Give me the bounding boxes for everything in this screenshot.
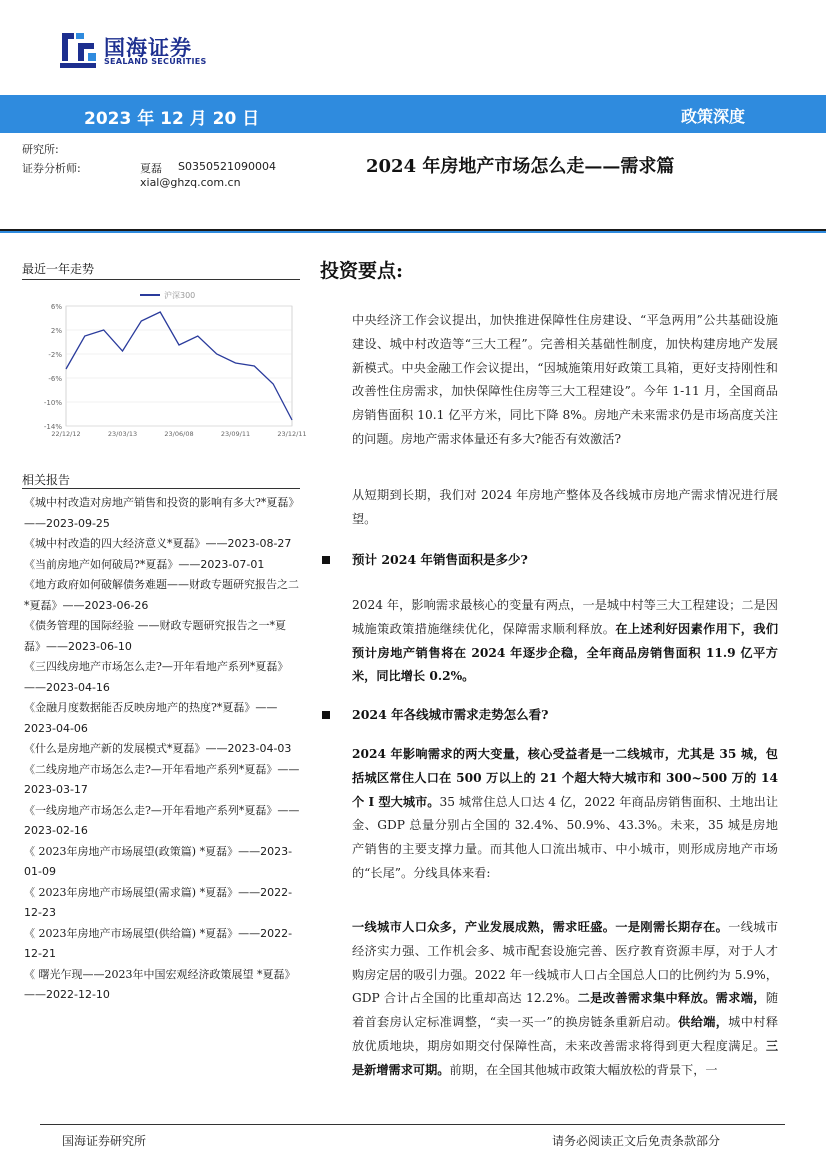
list-item[interactable]: 《 2023年房地产市场展望(需求篇) *夏磊》——2022-12-23 [24, 885, 293, 919]
x-tick-label: 23/09/11 [220, 430, 251, 438]
list-item[interactable]: 《什么是房地产新的发展模式*夏磊》——2023-04-03 [24, 742, 292, 755]
list-item[interactable]: 《城中村改造的四大经济意义*夏磊》——2023-08-27 [24, 537, 292, 550]
x-tick-label: 23/06/08 [164, 430, 194, 438]
analyst-email[interactable]: xial@ghzq.com.cn [140, 176, 241, 189]
question-sales-area: 预计 2024 年销售面积是多少? [352, 552, 528, 567]
key-points-paragraph-3: 2024 年，影响需求最核心的变量有两点，一是城中村等三大工程建设；二是因城施策政策措施继续优化，保障需求顺利释放。在上述利好因素作用下，我们预计房地产销售将在 2024 年逐步企稳，全年商品房销售面积 11.9 亿平方米，同比增长 0.2%。 [352, 598, 779, 684]
trend-chart [22, 284, 307, 444]
footer-institute: 国海证券研究所 [62, 1134, 147, 1148]
list-item[interactable]: 《地方政府如何破解债务难题——财政专题研究报告之二*夏磊》——2023-06-26 [24, 578, 299, 612]
key-points-paragraph-4: 2024 年影响需求的两大变量，核心受益者是一二线城市，尤其是 35 城，包括城区常住人口在 500 万以上的 21 个超大特大城市和 300~500 万的 14 个 I 型大城市。35 城常住总人口达 4 亿，2022 年商品房销售面积、土地出让金、GDP 总量分别占全国的 32.4%、50.9%、43.3%。未来，35 城是房地产销售的主要支撑力量。而其他人口流出城市、中小城市，则形成房地产市场的“长尾”。分线具体来看: [352, 747, 779, 880]
bullet-square-icon [322, 556, 330, 564]
list-item[interactable]: 《三四线房地产市场怎么走?—开年看地产系列*夏磊》——2023-04-16 [24, 660, 289, 694]
related-report-list [24, 493, 300, 1006]
institute-label: 研究所: [22, 143, 59, 156]
chart-plot-frame [66, 306, 292, 426]
key-points-paragraph-5: 一线城市人口众多，产业发展成熟，需求旺盛。一是刚需长期存在。一线城市经济实力强、工作机会多、城市配套设施完善、医疗教育资源丰厚，对于人才购房定居的吸引力强。2022 年一线城市人口占全国总人口的比例约为 5.9%，GDP 合计占全国的比重却高达 12.2%。二是改善需求集中释放。需求端，随着首套房认定标准调整，“卖一买一”的换房链条重新启动。供给端，城中村释放优质地块，期房如期交付保障性高，未来改善需求将得到更大程度满足。三是新增需求可期。前期，在全国其他城市政策大幅放松的背景下，一 [352, 920, 779, 1077]
related-section-label: 相关报告 [22, 473, 71, 487]
list-item[interactable]: 《城中村改造对房地产销售和投资的影响有多大?*夏磊》——2023-09-25 [24, 496, 300, 530]
report-category: 政策深度 [681, 107, 746, 126]
list-item[interactable]: 《 2023年房地产市场展望(供给篇) *夏磊》——2022-12-21 [24, 926, 293, 960]
report-title: 2024 年房地产市场怎么走——需求篇 [366, 156, 675, 177]
list-item[interactable]: 《 2023年房地产市场展望(政策篇) *夏磊》——2023-01-09 [24, 844, 293, 878]
bullet-square-icon [322, 711, 330, 719]
trend-section-rule [22, 279, 300, 280]
key-points-paragraph-1: 中央经济工作会议提出，加快推进保障性住房建设、“平急两用”公共基础设施建设、城中村改造等“三大工程”。完善相关基础性制度，加快构建房地产发展新模式。中央金融工作会议提出，“因城施策用好政策工具箱，更好支持刚性和改善性住房需求，加快保障性住房等三大工程建设”。今年 1-11 月，全国商品房销售面积 10.1 亿平方米，同比下降 8%。房地产未来需求仍是市场高度关注的问题。房地产需求体量还有多大?能否有效激活? [352, 313, 778, 446]
report-date: 2023 年 12 月 20 日 [84, 109, 260, 129]
x-tick-label: 23/12/11 [277, 430, 307, 438]
analyst-label: 证券分析师: [22, 162, 81, 175]
analyst-name: 夏磊 [140, 162, 162, 175]
x-tick-label: 23/03/13 [107, 430, 138, 438]
y-tick-label: 2% [50, 327, 62, 335]
list-item[interactable]: 《 曙光乍现——2023年中国宏观经济政策展望 *夏磊》——2022-12-10 [24, 967, 296, 1001]
trend-section-label: 最近一年走势 [22, 262, 95, 276]
y-tick-label: 6% [50, 303, 62, 311]
question-city-tiers: 2024 年各线城市需求走势怎么看? [352, 707, 549, 722]
series-line-hs300 [66, 312, 292, 420]
sealand-logo-icon [58, 31, 98, 69]
analyst-license-id: S0350521090004 [178, 160, 276, 173]
x-tick-label: 22/12/12 [51, 430, 81, 438]
header-divider-accent [0, 231, 826, 233]
list-item[interactable]: 《一线房地产市场怎么走?—开年看地产系列*夏磊》——2023-02-16 [24, 803, 300, 837]
related-section-rule [22, 488, 300, 489]
logo-english-name: SEALAND SECURITIES [104, 57, 207, 66]
y-tick-label: -14% [43, 423, 62, 431]
legend-label: 沪深300 [164, 291, 196, 300]
list-item[interactable]: 《债务管理的国际经验 ——财政专题研究报告之一*夏磊》——2023-06-10 [24, 619, 286, 653]
list-item[interactable]: 《当前房地产如何破局?*夏磊》——2023-07-01 [24, 557, 265, 571]
footer-rule [40, 1124, 785, 1125]
footer-disclaimer: 请务必阅读正文后免责条款部分 [552, 1134, 721, 1148]
list-item[interactable]: 《二线房地产市场怎么走?—开年看地产系列*夏磊》——2023-03-17 [24, 762, 300, 796]
y-tick-label: -2% [48, 351, 62, 359]
key-points-heading: 投资要点: [320, 260, 404, 282]
key-points-paragraph-2: 从短期到长期，我们对 2024 年房地产整体及各线城市房地产需求情况进行展望。 [352, 488, 778, 526]
y-tick-label: -6% [48, 375, 62, 383]
y-tick-label: -10% [43, 399, 62, 407]
logo-chinese-name: 国海证券 [104, 36, 192, 60]
list-item[interactable]: 《金融月度数据能否反映房地产的热度?*夏磊》——2023-04-06 [24, 701, 278, 735]
